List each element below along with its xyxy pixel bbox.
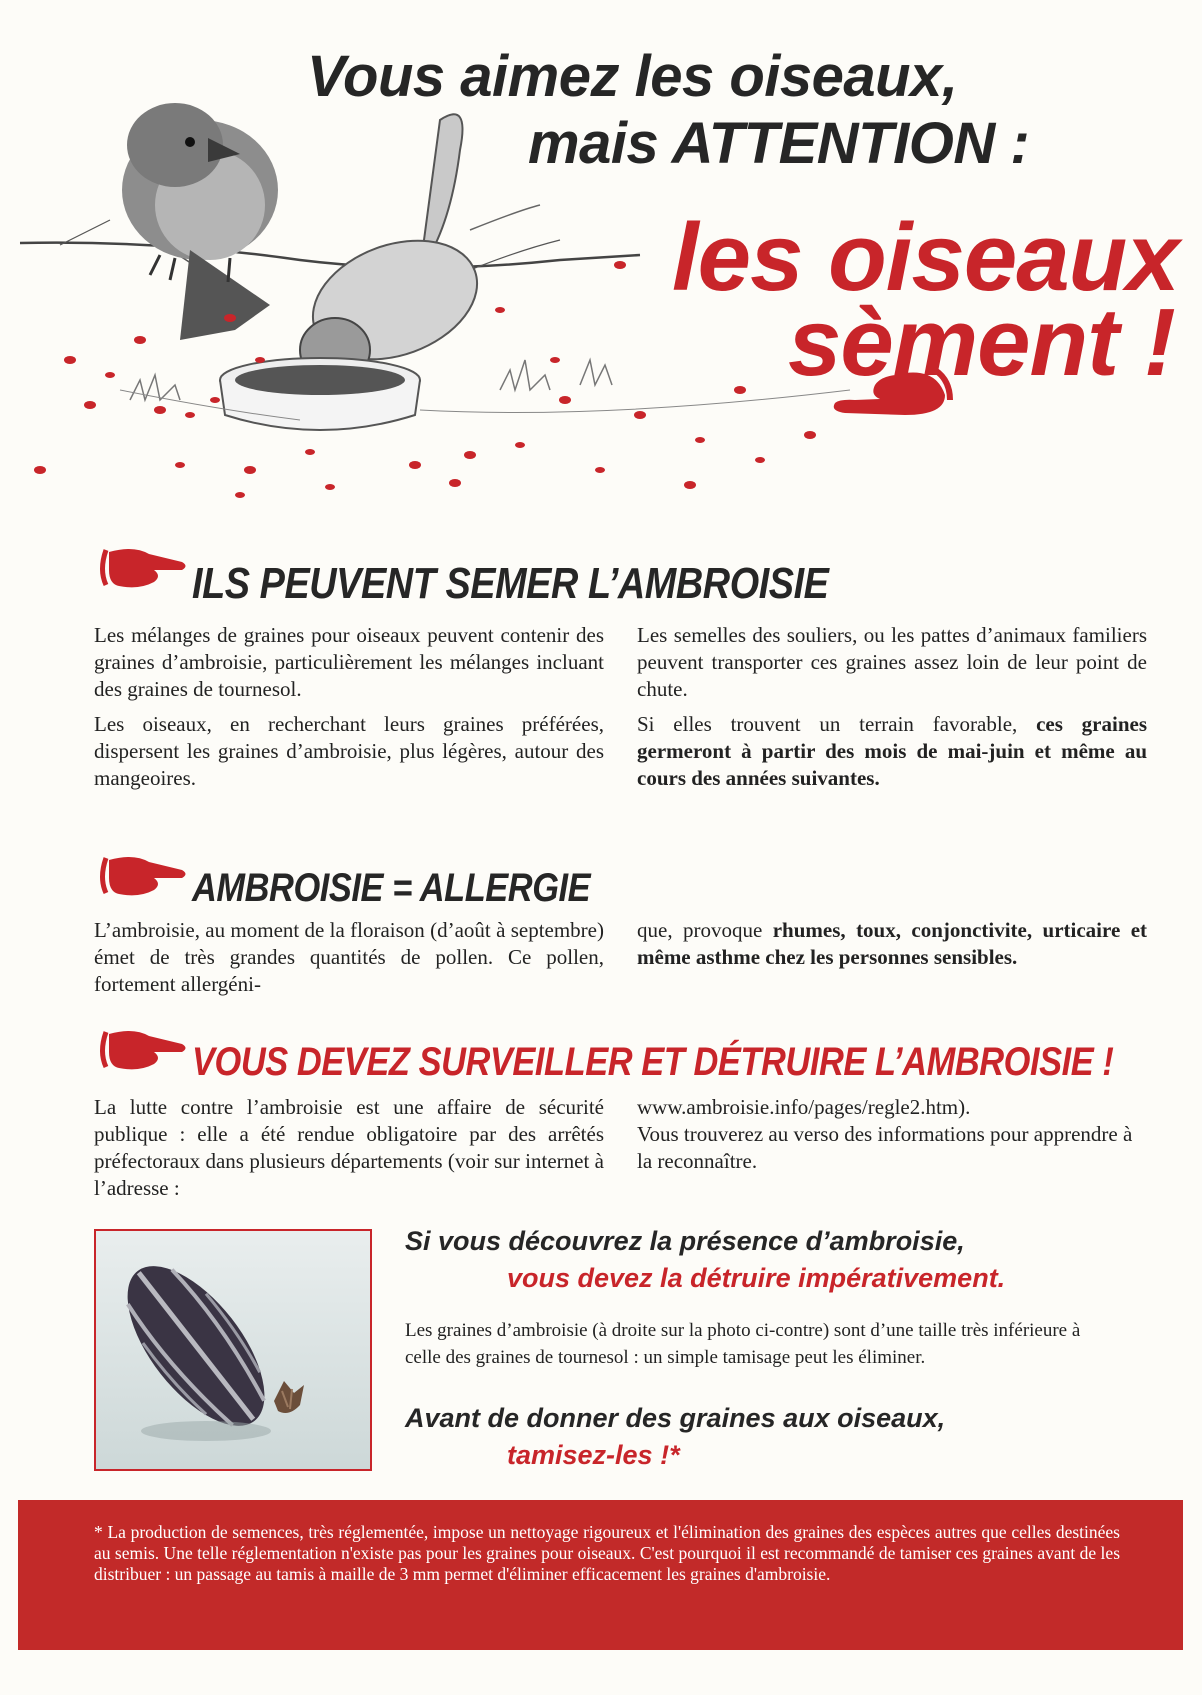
paragraph-bold: rhumes, toux, conjonctivite, urticaire et même asthme chez les personnes sensibles. [637,918,1148,969]
pointing-hand-icon [94,1022,189,1077]
pointing-hand-icon [94,540,189,595]
callout-body: Les graines d’ambroisie (à droite sur la photo ci-contre) sont d’une taille très inférieure à celle des graines de tournesol : un simple tamisage peut les éliminer. [405,1320,1081,1368]
url-text: www.ambroisie.info/pages/regle2.htm). [637,1095,971,1119]
paragraph: Les semelles des souliers, ou les pattes d’animaux familiers peuvent transporter ces graines assez loin de leur point de chute. [637,623,1147,701]
callout-line-2: vous devez la détruire impérativement. [507,1263,1006,1293]
section-3-right-column [637,1094,1147,1183]
paragraph [637,711,1147,792]
headline-line-1: les oiseaux [672,204,1179,311]
paragraph: Les oiseaux, en recherchant leurs graines préférées, dispersent les graines d’ambroisie, plus légères, autour des mangeoires. [94,712,604,790]
paragraph-plain: que, provoque [637,918,763,942]
title-line-2: mais ATTENTION : [528,111,1030,176]
section-2-right-column [637,917,1147,979]
section-heading-semer: ILS PEUVENT SEMER L’AMBROISIE [192,559,829,608]
paragraph-plain: Si elles trouvent un terrain favorable, [637,712,1018,736]
pointing-hand-icon [94,848,189,903]
seed-photo [94,1229,372,1471]
footnote-text: * La production de semences, très réglementée, impose un nettoyage rigoureux et l'élimination des graines des espèces autres que celles destinées au semis. Une telle réglementation n'existe pas pour les graines pour oiseaux. C'est pourquoi il est recommandé de tamiser ces graines avant de les distribuer : un passage au tamis à maille de 3 mm permet d'éliminer efficacement les graines d'ambroisie. [94,1522,1120,1584]
footnote-banner [18,1500,1183,1650]
paragraph: Les mélanges de graines pour oiseaux peuvent contenir des graines d’ambroisie, particulièrement les mélanges incluant des graines de tournesol. [94,623,604,701]
callout-line-4: tamisez-les !* [507,1440,680,1470]
section-heading-allergie: AMBROISIE = ALLERGIE [192,866,591,910]
section-3-left-column [94,1094,604,1210]
title-line-1: Vous aimez les oiseaux, [307,44,958,109]
paragraph-bold: ces graines germeront à partir des mois de mai-juin et même au cours des années suivantes. [637,712,1147,790]
section-heading-surveiller: VOUS DEVEZ SURVEILLER ET DÉTRUIRE L’AMBROISIE ! [192,1040,1114,1084]
paragraph: Vous trouverez au verso des informations pour apprendre à la reconnaître. [637,1122,1133,1173]
section-1-right-column [637,622,1147,800]
section-1-left-column [94,622,604,800]
callout-line-1: Si vous découvrez la présence d’ambroisie, [405,1226,965,1256]
headline-line-2: sèment ! [788,289,1175,396]
callout-line-3: Avant de donner des graines aux oiseaux, [405,1403,946,1433]
paragraph [637,917,1147,971]
paragraph: La lutte contre l’ambroisie est une affaire de sécurité publique : elle a été rendue obligatoire par des arrêtés préfectoraux dans plusieurs départements (voir sur internet à l’adresse : [94,1095,604,1200]
paragraph: L’ambroisie, au moment de la floraison (d’août à septembre) émet de très grandes quantités de pollen. Ce pollen, fortement allergéni- [94,918,604,996]
sunflower-seed-image [96,1231,370,1469]
section-2-left-column [94,917,604,1006]
